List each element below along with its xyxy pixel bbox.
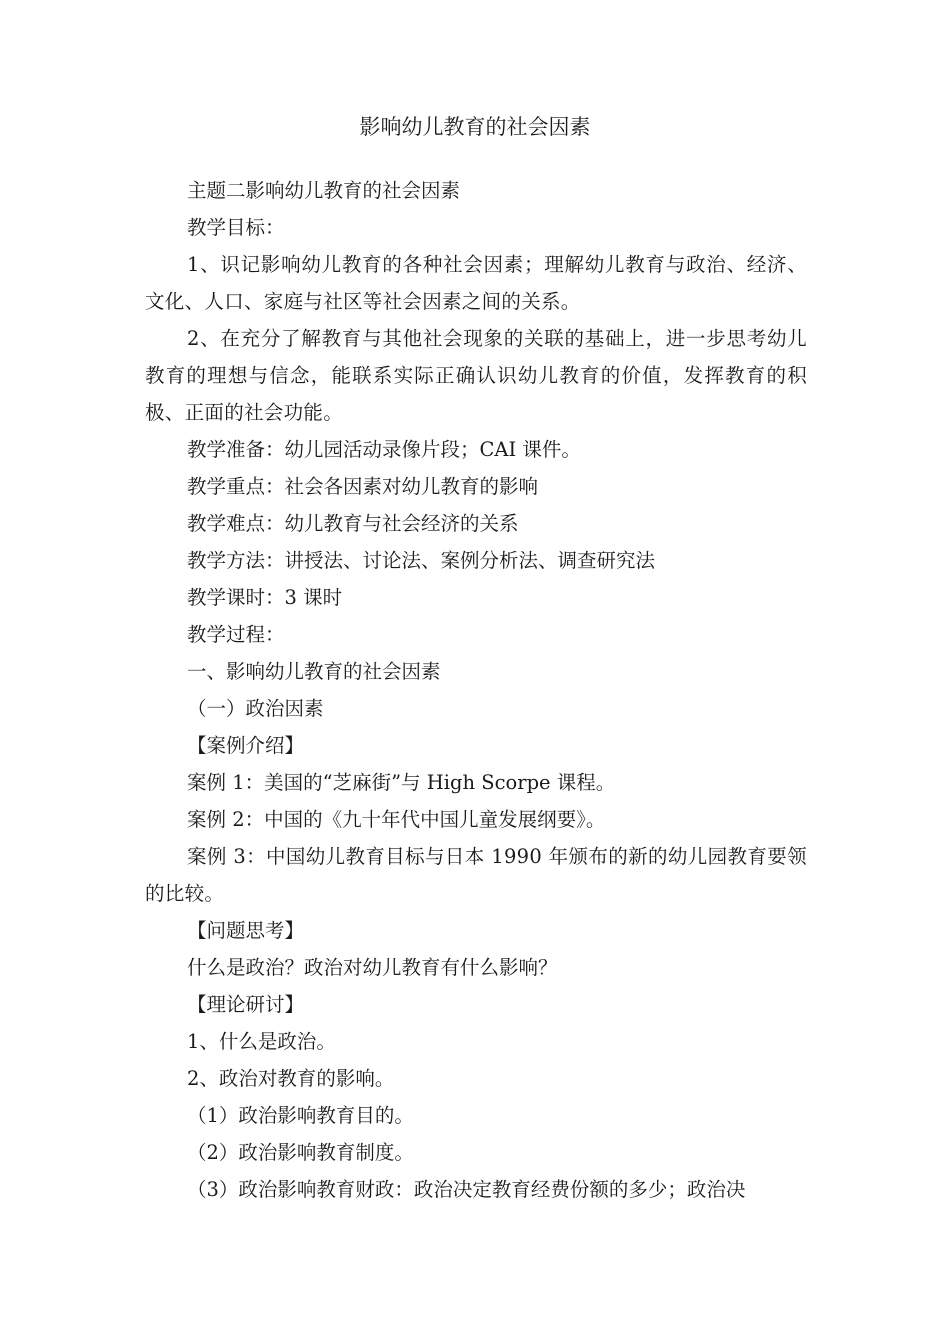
paragraph-question: 什么是政治？政治对幼儿教育有什么影响？ (187, 956, 558, 979)
paragraph-difficulties: 教学难点：幼儿教育与社会经济的关系 (187, 512, 519, 535)
paragraph-case-1: 案例 1：美国的“芝麻街”与 High Scorpe 课程。 (187, 771, 616, 794)
section-heading-1: 一、影响幼儿教育的社会因素 (187, 660, 441, 683)
document-body (145, 172, 807, 1208)
document-title: 影响幼儿教育的社会因素 (359, 115, 591, 139)
paragraph-item-2: （2）政治影响教育制度。 (187, 1141, 414, 1164)
paragraph-methods: 教学方法：讲授法、讨论法、案例分析法、调查研究法 (187, 549, 656, 572)
paragraph-topic: 主题二影响幼儿教育的社会因素 (187, 179, 461, 202)
paragraph-item-3: （3）政治影响教育财政：政治决定教育经费份额的多少；政治决 (187, 1178, 746, 1201)
paragraph-theory-1: 1、什么是政治。 (187, 1030, 336, 1053)
paragraph-preparation: 教学准备：幼儿园活动录像片段；CAI 课件。 (187, 438, 581, 461)
paragraph-item-1: （1）政治影响教育目的。 (187, 1104, 414, 1127)
bracket-heading-cases: 【案例介绍】 (187, 734, 305, 757)
paragraph-key-points: 教学重点：社会各因素对幼儿教育的影响 (187, 475, 539, 498)
paragraph-case-3: 案例 3：中国幼儿教育目标与日本 1990 年颁布的新的幼儿园教育要领的比较。 (145, 845, 807, 905)
paragraph-theory-2: 2、政治对教育的影响。 (187, 1067, 395, 1090)
paragraph-objective-2: 2、在充分了解教育与其他社会现象的关联的基础上，进一步思考幼儿教育的理想与信念，能联系实际正确认识幼儿教育的价值，发挥教育的积极、正面的社会功能。 (145, 327, 807, 424)
paragraph-hours: 教学课时：3 课时 (187, 586, 343, 609)
paragraph-objectives-heading: 教学目标： (187, 216, 285, 239)
paragraph-case-2: 案例 2：中国的《九十年代中国儿童发展纲要》。 (187, 808, 606, 831)
paragraph-objective-1: 1、识记影响幼儿教育的各种社会因素；理解幼儿教育与政治、经济、文化、人口、家庭与社区等社会因素之间的关系。 (145, 253, 807, 313)
paragraph-process-heading: 教学过程： (187, 623, 285, 646)
subsection-heading-politics: （一）政治因素 (187, 697, 324, 720)
bracket-heading-theory: 【理论研讨】 (187, 993, 305, 1016)
bracket-heading-questions: 【问题思考】 (187, 919, 305, 942)
